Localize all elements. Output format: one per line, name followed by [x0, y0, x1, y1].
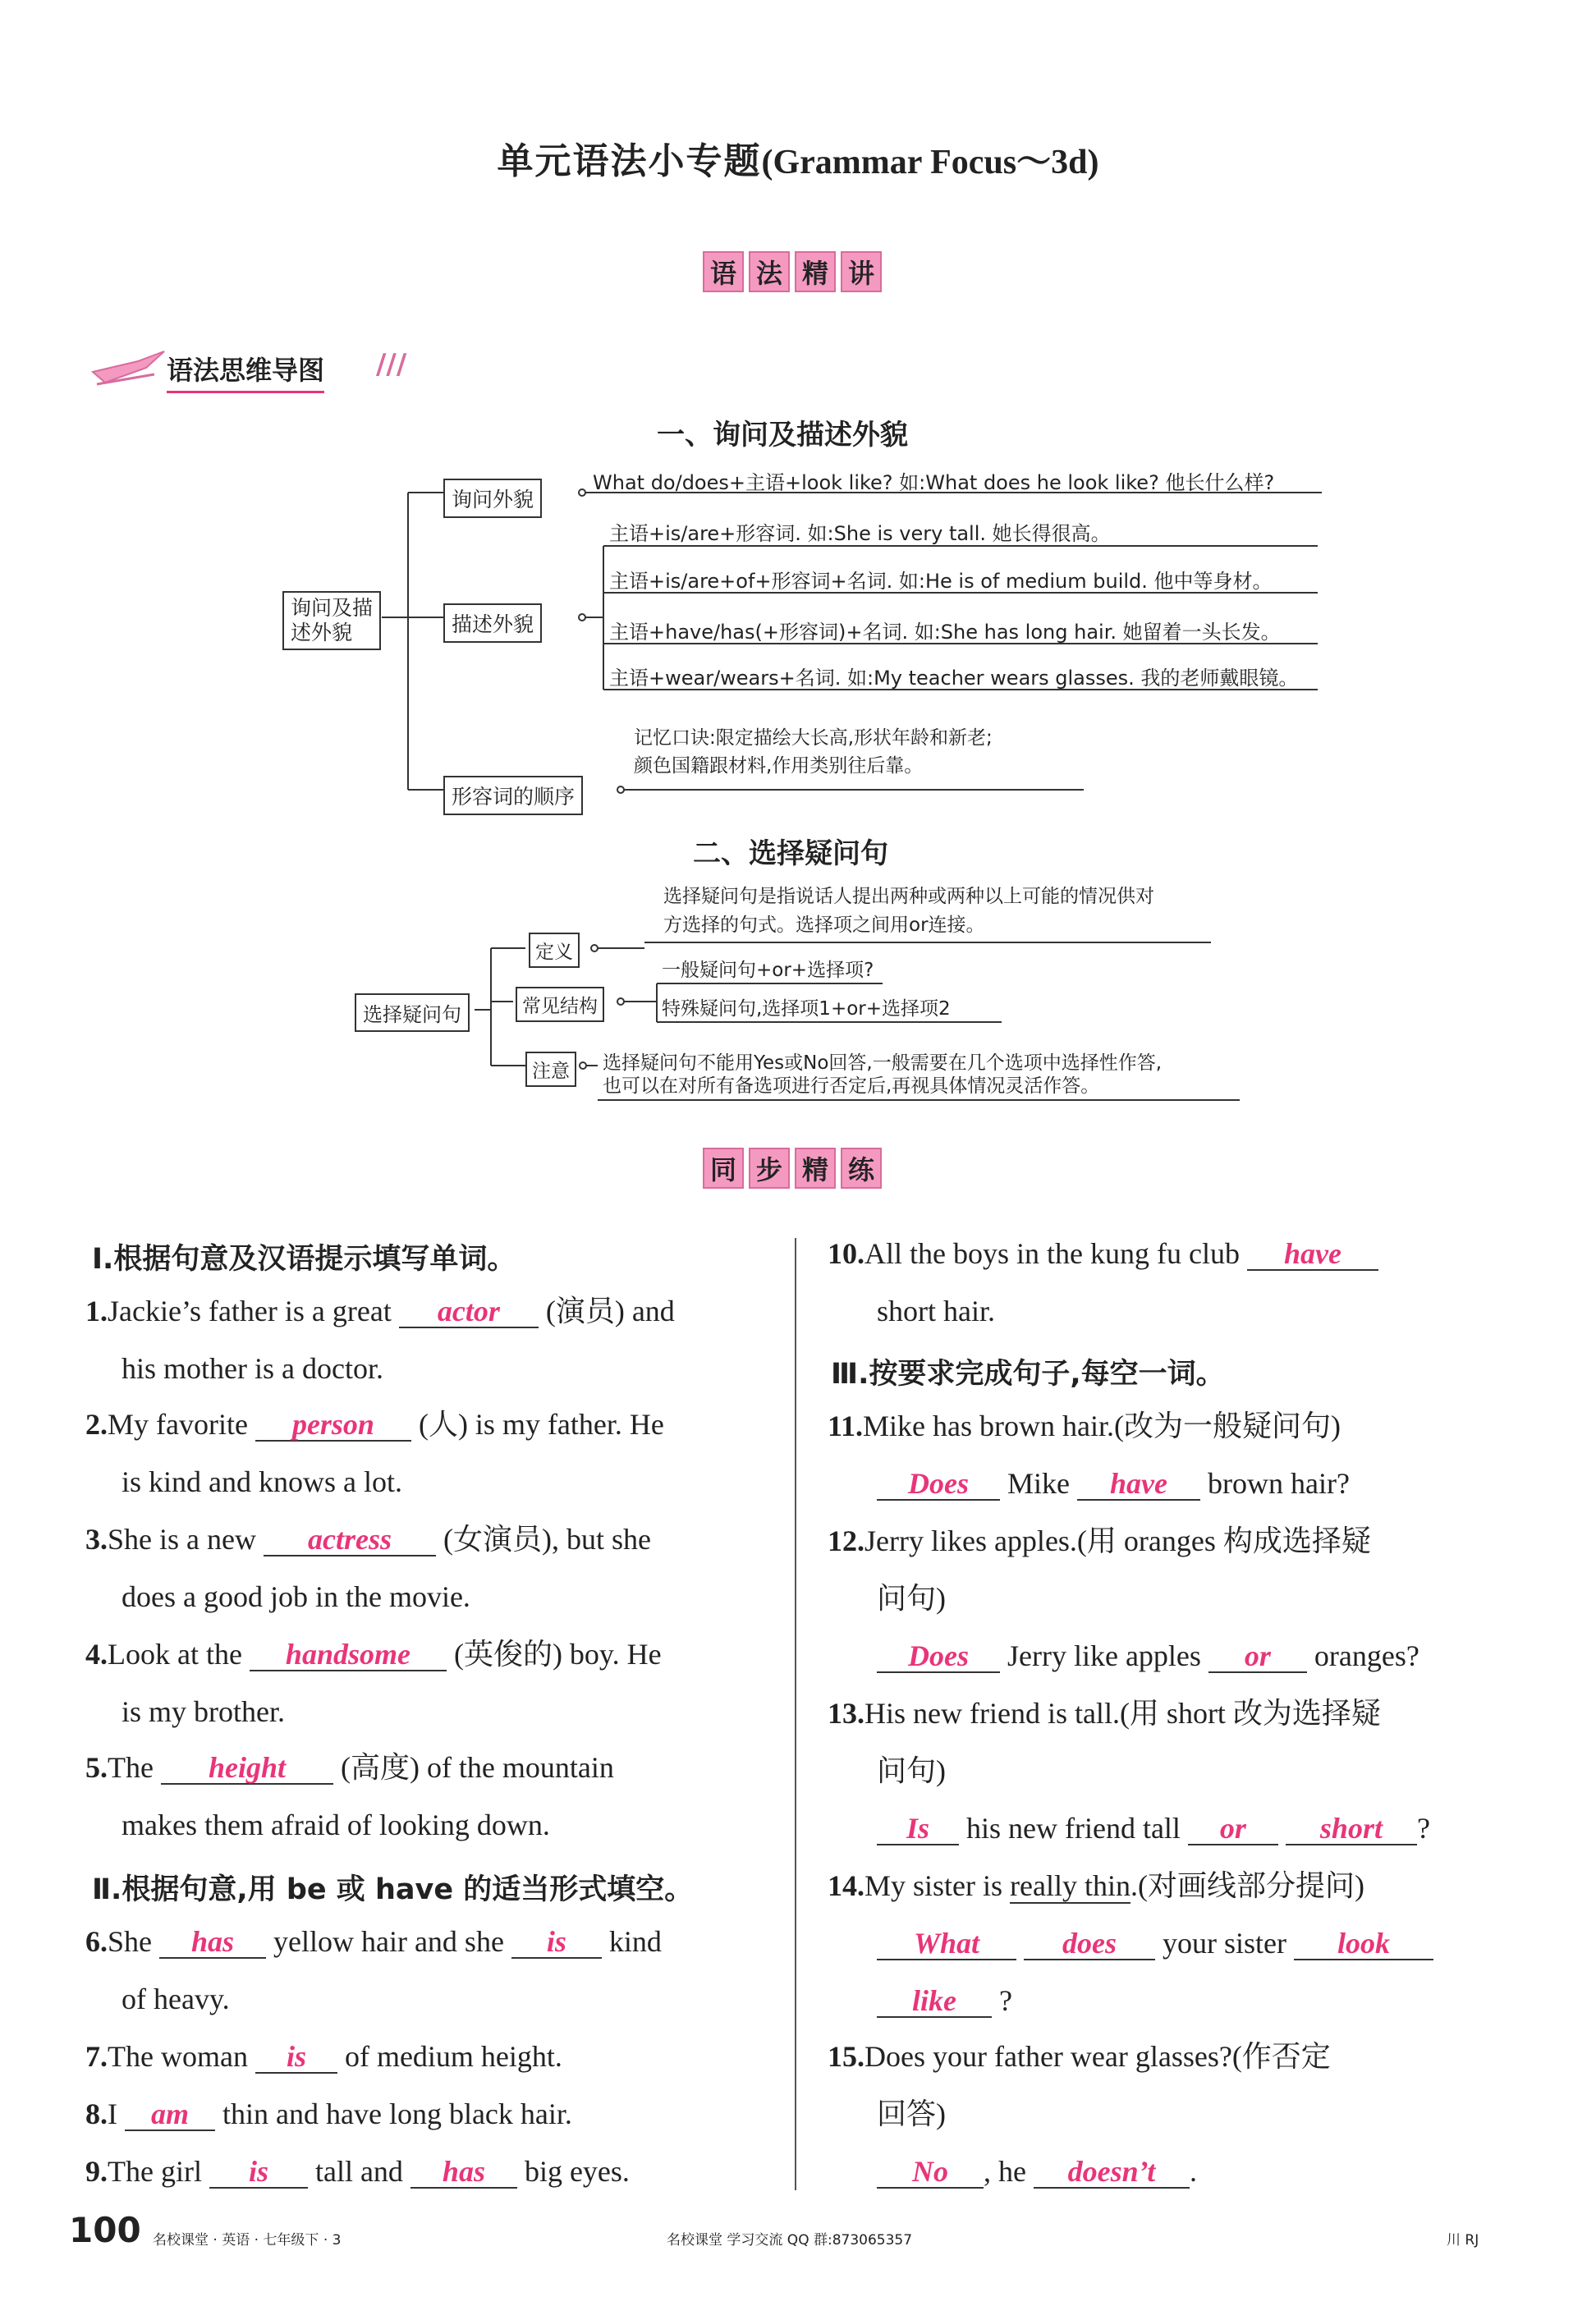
describe-item: 主语+is/are+of+形容词+名词. 如:He is of medium build. 他中等身材。 [609, 570, 1273, 593]
ask-pattern-text: What do/does+主语+look like? 如:What does he look like? 他长什么样? [593, 471, 1275, 494]
title-en: (Grammar Focus～3d) [761, 144, 1099, 181]
question-5: 5.The height (高度) of the mountain makes them afraid of looking down. [85, 1751, 614, 1841]
structure-item: 特殊疑问句,选择项1+or+选择项2 [662, 998, 951, 1020]
answer-blank[interactable]: have [1077, 1468, 1200, 1501]
question-4: 4.Look at the handsome (英俊的) boy. He is my brother. [85, 1638, 662, 1728]
tag-char: 精 [795, 251, 836, 292]
answer-blank[interactable]: is [209, 2156, 308, 2189]
tag-char: 练 [841, 1148, 882, 1189]
answer-blank[interactable]: or [1208, 1640, 1307, 1673]
tag-char: 讲 [841, 251, 882, 292]
question-8: 8.I am thin and have long black hair. [85, 2097, 572, 2130]
part2-heading: Ⅱ.根据句意,用 be 或 have 的适当形式填空。 [92, 1873, 694, 1906]
footer-qq-group: 名校课堂 学习交流 QQ 群:873065357 [667, 2232, 913, 2249]
describe-item: 主语+have/has(+形容词)+名词. 如:She has long hair. 她留着一头长发。 [609, 621, 1281, 644]
answer-blank[interactable]: am [125, 2098, 215, 2131]
tag-char: 法 [749, 251, 790, 292]
answer-blank[interactable]: Is [877, 1813, 959, 1845]
question-12: 12.Jerry likes apples.(用 oranges 构成选择疑 问句) Does Jerry like apples or oranges? [828, 1524, 1419, 1672]
order-rhyme-line: 颜色国籍跟材料,作用类别往后靠。 [634, 755, 924, 777]
tag-char: 同 [703, 1148, 744, 1189]
section1-heading: 一、询问及描述外貌 [657, 419, 908, 452]
answer-blank[interactable]: actress [264, 1524, 436, 1556]
answer-blank[interactable]: handsome [250, 1639, 447, 1671]
answer-blank[interactable]: does [1024, 1928, 1155, 1960]
title-cn: 单元语法小专题 [497, 140, 762, 182]
question-2: 2.My favorite person (人) is my father. He is kind and knows a lot. [85, 1408, 664, 1498]
part3-heading: Ⅲ.按要求完成句子,每空一词。 [831, 1358, 1225, 1391]
question-11: 11.Mike has brown hair.(改为一般疑问句) Does Mike have brown hair? [828, 1410, 1350, 1500]
tag-char: 步 [749, 1148, 790, 1189]
section2-heading: 二、选择疑问句 [693, 837, 888, 870]
question-6: 6.She has yellow hair and she is kind of heavy. [85, 1925, 662, 2015]
note-line: 选择疑问句不能用Yes或No回答,一般需要在几个选项中选择性作答, [603, 1052, 1163, 1074]
answer-blank[interactable]: has [410, 2156, 517, 2189]
slash-decoration: /// [376, 348, 407, 381]
mindmap-label: 语法思维导图 [167, 350, 324, 393]
question-3: 3.She is a new actress (女演员), but she does a good job in the movie. [85, 1523, 651, 1613]
order-rhyme-line: 记忆口诀:限定描绘大长高,形状年龄和新老; [634, 727, 993, 749]
box-note: 注意 [525, 1052, 576, 1087]
answer-blank[interactable]: No [877, 2156, 984, 2189]
answer-blank[interactable]: have [1247, 1238, 1378, 1271]
describe-item: 主语+wear/wears+名词. 如:My teacher wears glasses. 我的老师戴眼镜。 [609, 667, 1299, 690]
question-14: 14.My sister is really thin.(对画线部分提问) What does your sister look like ? [828, 1857, 1517, 2029]
question-15: 15.Does your father wear glasses?(作否定 回答) No , he doesn’t . [828, 2040, 1331, 2188]
note-line: 也可以在对所有备选项进行否定后,再视具体情况灵活作答。 [603, 1075, 1100, 1097]
box-common-structure: 常见结构 [516, 987, 604, 1022]
underlined-phrase: really thin [1010, 1869, 1130, 1902]
answer-blank[interactable]: like [877, 1985, 992, 2018]
structure-item: 一般疑问句+or+选择项? [662, 960, 874, 981]
answer-blank[interactable]: actor [399, 1295, 539, 1328]
question-13: 13.His new friend is tall.(用 short 改为选择疑 问句) Is his new friend tall or short ? [828, 1697, 1430, 1845]
answer-blank[interactable]: is [511, 1926, 602, 1959]
question-1: 1.Jackie’s father is a great actor (演员) and his mother is a doctor. [85, 1295, 675, 1385]
answer-blank[interactable]: is [255, 2041, 337, 2074]
answer-blank[interactable]: Does [877, 1640, 1000, 1673]
section-tag-practice [703, 1148, 882, 1189]
footer-book-info: 名校课堂 · 英语 · 七年级下 · 3 [153, 2232, 342, 2249]
question-7: 7.The woman is of medium height. [85, 2040, 562, 2073]
answer-blank[interactable]: doesn’t [1034, 2156, 1190, 2189]
definition-line: 选择疑问句是指说话人提出两种或两种以上可能的情况供对 [663, 886, 1154, 907]
box-ask-appearance: 询问外貌 [443, 479, 542, 518]
answer-blank[interactable]: or [1188, 1813, 1278, 1845]
box-adjective-order: 形容词的顺序 [443, 776, 583, 815]
box-describe-appearance: 描述外貌 [443, 603, 542, 643]
page-number: 100 [69, 2210, 141, 2250]
footer-edition: 川 RJ [1447, 2232, 1479, 2249]
question-9: 9.The girl is tall and has big eyes. [85, 2155, 630, 2188]
mindmap-root-choice-question: 选择疑问句 [355, 993, 470, 1032]
column-divider [795, 1238, 796, 2190]
question-10: 10.All the boys in the kung fu club have short hair. [828, 1225, 1517, 1340]
answer-blank[interactable]: look [1294, 1928, 1433, 1960]
mindmap-root-appearance: 询问及描 述外貌 [282, 591, 381, 650]
answer-blank[interactable]: person [255, 1409, 411, 1442]
answer-blank[interactable]: What [877, 1928, 1016, 1960]
part1-heading: Ⅰ.根据句意及汉语提示填写单词。 [92, 1243, 516, 1276]
answer-blank[interactable]: height [161, 1752, 333, 1785]
answer-blank[interactable]: has [159, 1926, 266, 1959]
describe-item: 主语+is/are+形容词. 如:She is very tall. 她长得很高。 [609, 522, 1111, 545]
tag-char: 语 [703, 251, 744, 292]
answer-blank[interactable]: Does [877, 1468, 1000, 1501]
tag-char: 精 [795, 1148, 836, 1189]
definition-line: 方选择的句式。选择项之间用or连接。 [663, 915, 985, 936]
answer-blank[interactable]: short [1286, 1813, 1417, 1845]
box-definition: 定义 [529, 933, 580, 968]
